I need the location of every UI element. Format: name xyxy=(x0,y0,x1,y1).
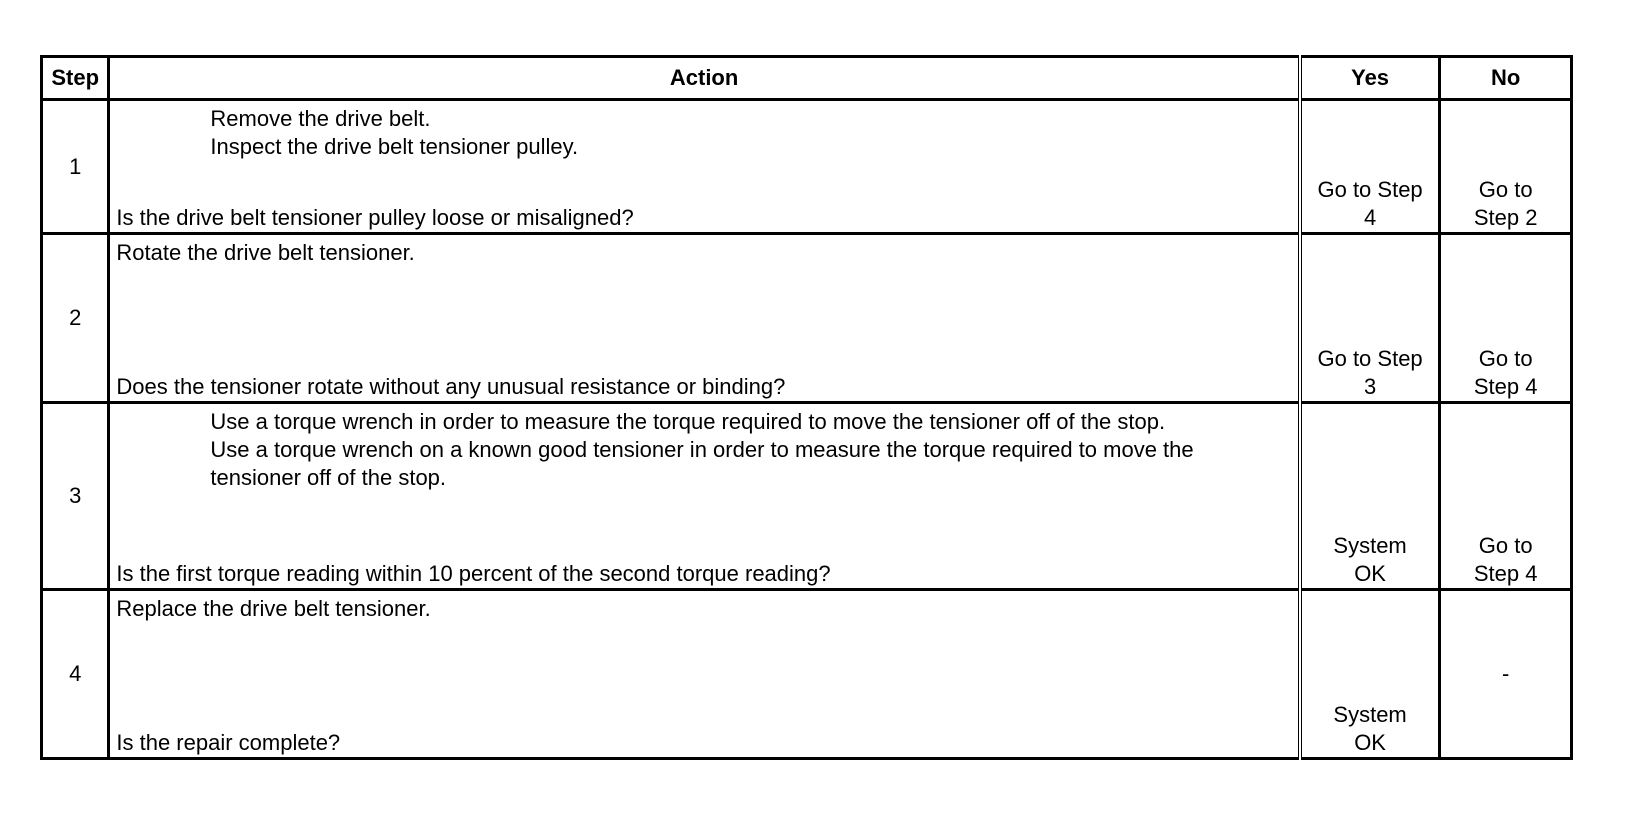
action-cell xyxy=(109,590,1300,759)
yes-result: Go to Step 3 xyxy=(1300,234,1440,403)
instruction-line: Remove the drive belt. xyxy=(210,106,431,131)
no-result: Go to Step 4 xyxy=(1440,234,1572,403)
yes-result: System OK xyxy=(1300,590,1440,759)
instruction-line: Replace the drive belt tensioner. xyxy=(116,596,431,621)
step-number: 4 xyxy=(42,590,109,759)
header-row xyxy=(42,57,1572,100)
action-question: Is the repair complete? xyxy=(116,730,341,755)
action-instructions xyxy=(110,591,1297,623)
no-result: - xyxy=(1440,590,1572,759)
table-row xyxy=(42,403,1572,590)
no-result: Go to Step 4 xyxy=(1440,403,1572,590)
table-row xyxy=(42,590,1572,759)
action-cell xyxy=(109,100,1300,234)
step-number: 3 xyxy=(42,403,109,590)
action-instructions xyxy=(110,101,1297,161)
action-question: Is the first torque reading within 10 percent of the second torque reading? xyxy=(116,561,831,586)
action-instructions xyxy=(110,235,1297,267)
header-yes: Yes xyxy=(1300,57,1440,100)
header-action: Action xyxy=(109,57,1300,100)
action-question: Is the drive belt tensioner pulley loose or misaligned? xyxy=(116,205,634,230)
action-cell xyxy=(109,234,1300,403)
instruction-line: Use a torque wrench on a known good tensioner in order to measure the torque required to move the tensioner off of the stop. xyxy=(210,437,1194,490)
instruction-line: Use a torque wrench in order to measure the torque required to move the tensioner off of the stop. xyxy=(210,409,1166,434)
yes-result: Go to Step 4 xyxy=(1300,100,1440,234)
action-instructions xyxy=(110,404,1297,492)
no-result: Go to Step 2 xyxy=(1440,100,1572,234)
step-number: 2 xyxy=(42,234,109,403)
step-number: 1 xyxy=(42,100,109,234)
instruction-line: Rotate the drive belt tensioner. xyxy=(116,240,415,265)
action-question: Does the tensioner rotate without any unusual resistance or binding? xyxy=(116,374,786,399)
header-no: No xyxy=(1440,57,1572,100)
header-step: Step xyxy=(42,57,109,100)
instruction-line: Inspect the drive belt tensioner pulley. xyxy=(210,134,579,159)
table-row xyxy=(42,100,1572,234)
diagnostic-table xyxy=(40,55,1573,760)
action-cell xyxy=(109,403,1300,590)
table-row xyxy=(42,234,1572,403)
yes-result: System OK xyxy=(1300,403,1440,590)
